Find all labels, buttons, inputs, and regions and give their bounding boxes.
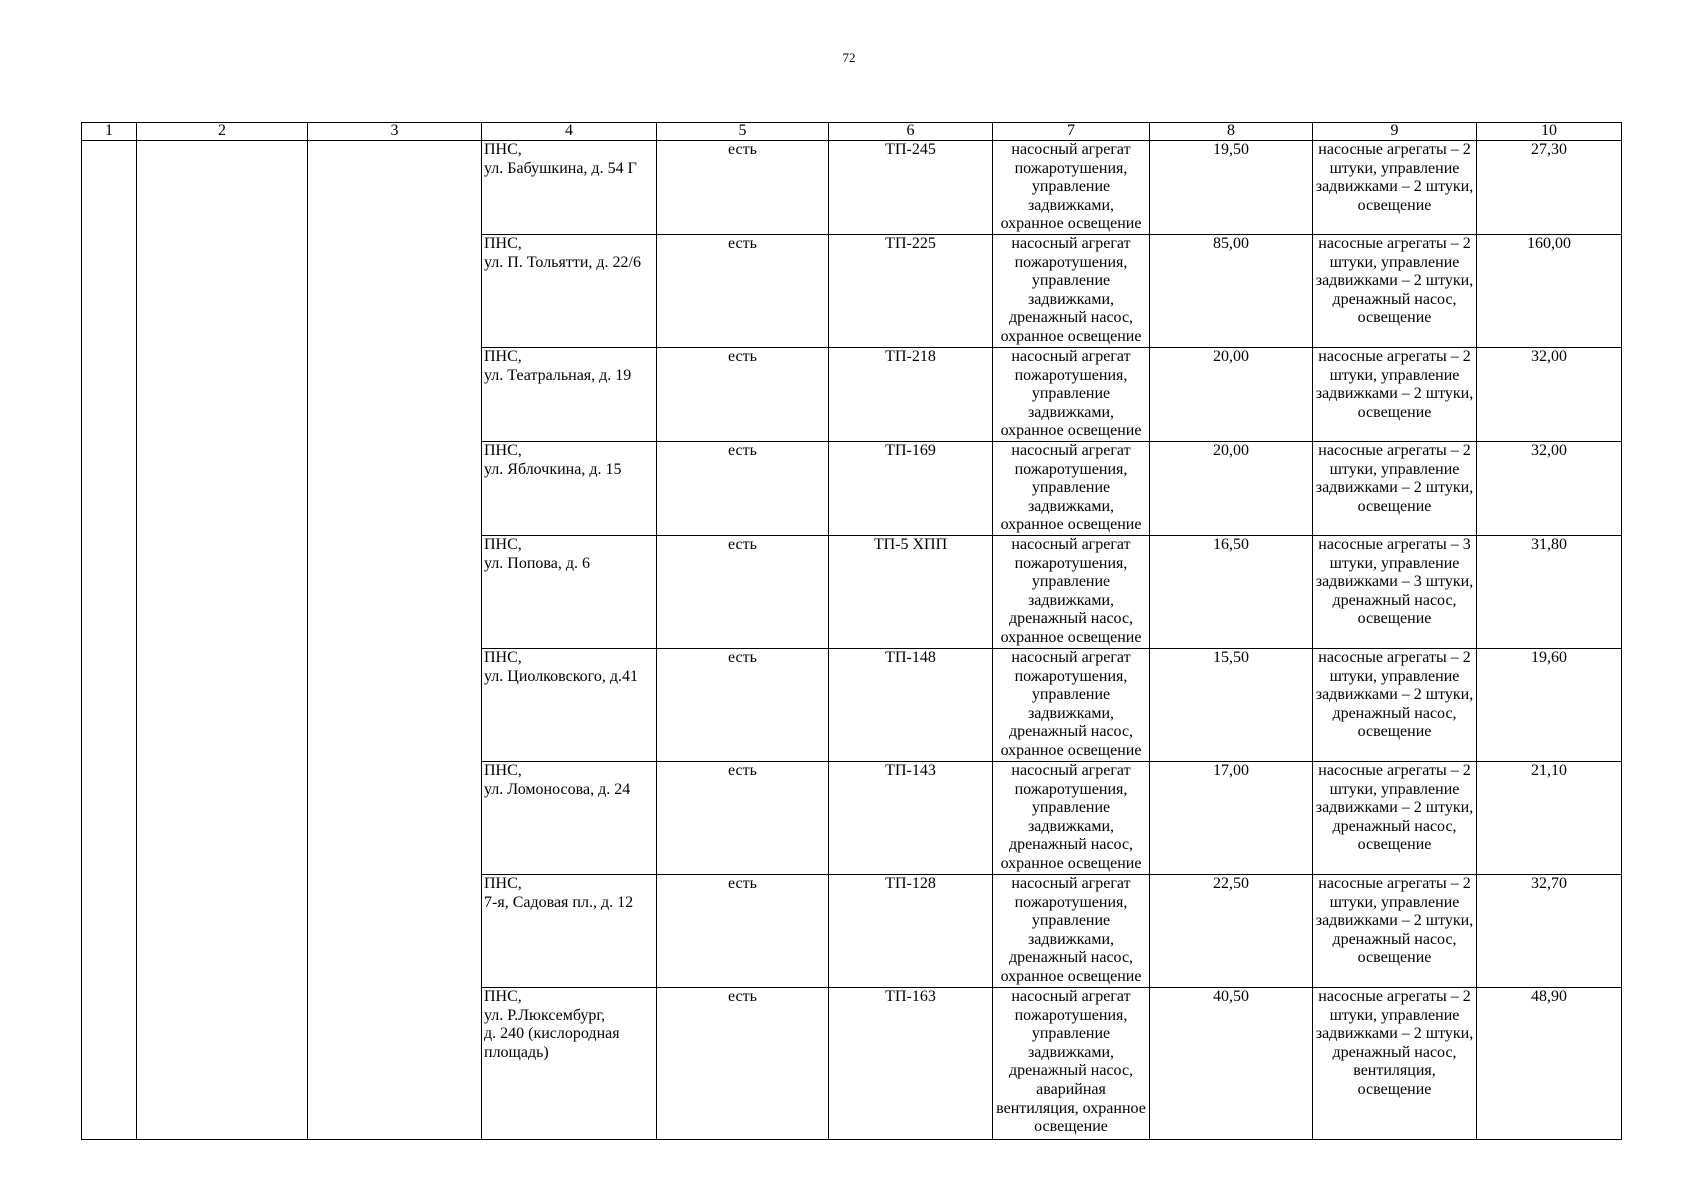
- header-row: [82, 123, 1622, 141]
- value-cell-8: 20,00: [1150, 348, 1313, 442]
- availability-cell: есть: [657, 442, 829, 536]
- consumers-cell: насосные агрегаты – 2 штуки, управление задвижками – 2 штуки, дренажный насос, освещение: [1313, 649, 1477, 762]
- value-cell-10: 32,00: [1477, 442, 1622, 536]
- availability-cell: есть: [657, 536, 829, 649]
- substation-cell: ТП-143: [829, 762, 993, 875]
- substation-cell: ТП-218: [829, 348, 993, 442]
- object-name-cell: ПНС, 7-я, Садовая пл., д. 12: [482, 875, 657, 988]
- consumers-cell: насосные агрегаты – 2 штуки, управление задвижками – 2 штуки, освещение: [1313, 141, 1477, 235]
- equipment-cell: насосный агрегат пожаротушения, управление задвижками, дренажный насос, аварийная вентиляция, охранное освещение: [993, 988, 1150, 1140]
- header-cell-6: 6: [829, 123, 993, 141]
- object-name-cell: ПНС, ул. П. Тольятти, д. 22/6: [482, 235, 657, 348]
- availability-cell: есть: [657, 988, 829, 1140]
- equipment-cell: насосный агрегат пожаротушения, управление задвижками, охранное освещение: [993, 348, 1150, 442]
- value-cell-10: 21,10: [1477, 762, 1622, 875]
- object-name-cell: ПНС, ул. Р.Люксембург, д. 240 (кислородная площадь): [482, 988, 657, 1140]
- substation-cell: ТП-5 ХПП: [829, 536, 993, 649]
- header-cell-4: 4: [482, 123, 657, 141]
- equipment-cell: насосный агрегат пожаротушения, управление задвижками, дренажный насос, охранное освещение: [993, 762, 1150, 875]
- substation-cell: ТП-225: [829, 235, 993, 348]
- value-cell-8: 85,00: [1150, 235, 1313, 348]
- value-cell-8: 20,00: [1150, 442, 1313, 536]
- equipment-cell: насосный агрегат пожаротушения, управление задвижками, охранное освещение: [993, 442, 1150, 536]
- availability-cell: есть: [657, 875, 829, 988]
- consumers-cell: насосные агрегаты – 2 штуки, управление задвижками – 2 штуки, освещение: [1313, 348, 1477, 442]
- value-cell-8: 19,50: [1150, 141, 1313, 235]
- page-number: 72: [842, 50, 856, 65]
- col-3-cell: [308, 141, 482, 1140]
- consumers-cell: насосные агрегаты – 2 штуки, управление задвижками – 2 штуки, дренажный насос, вентиляция, освещение: [1313, 988, 1477, 1140]
- equipment-cell: насосный агрегат пожаротушения, управление задвижками, охранное освещение: [993, 141, 1150, 235]
- value-cell-8: 17,00: [1150, 762, 1313, 875]
- availability-cell: есть: [657, 141, 829, 235]
- object-name-cell: ПНС, ул. Театральная, д. 19: [482, 348, 657, 442]
- equipment-cell: насосный агрегат пожаротушения, управление задвижками, дренажный насос, охранное освещение: [993, 536, 1150, 649]
- object-name-cell: ПНС, ул. Попова, д. 6: [482, 536, 657, 649]
- header-cell-8: 8: [1150, 123, 1313, 141]
- value-cell-8: 15,50: [1150, 649, 1313, 762]
- value-cell-10: 48,90: [1477, 988, 1622, 1140]
- value-cell-10: 27,30: [1477, 141, 1622, 235]
- substation-cell: ТП-163: [829, 988, 993, 1140]
- availability-cell: есть: [657, 649, 829, 762]
- availability-cell: есть: [657, 235, 829, 348]
- value-cell-8: 40,50: [1150, 988, 1313, 1140]
- data-table: [81, 122, 1622, 1140]
- object-name-cell: ПНС, ул. Ломоносова, д. 24: [482, 762, 657, 875]
- consumers-cell: насосные агрегаты – 2 штуки, управление задвижками – 2 штуки, дренажный насос, освещение: [1313, 762, 1477, 875]
- equipment-cell: насосный агрегат пожаротушения, управление задвижками, дренажный насос, охранное освещение: [993, 875, 1150, 988]
- object-name-cell: ПНС, ул. Циолковского, д.41: [482, 649, 657, 762]
- header-cell-7: 7: [993, 123, 1150, 141]
- equipment-cell: насосный агрегат пожаротушения, управление задвижками, дренажный насос, охранное освещение: [993, 649, 1150, 762]
- substation-cell: ТП-128: [829, 875, 993, 988]
- header-cell-5: 5: [657, 123, 829, 141]
- table-row: [82, 141, 1622, 235]
- substation-cell: ТП-148: [829, 649, 993, 762]
- consumers-cell: насосные агрегаты – 2 штуки, управление задвижками – 2 штуки, дренажный насос, освещение: [1313, 235, 1477, 348]
- header-cell-3: 3: [308, 123, 482, 141]
- consumers-cell: насосные агрегаты – 2 штуки, управление задвижками – 2 штуки, дренажный насос, освещение: [1313, 875, 1477, 988]
- table-body: [82, 141, 1622, 1140]
- object-name-cell: ПНС, ул. Яблочкина, д. 15: [482, 442, 657, 536]
- consumers-cell: насосные агрегаты – 3 штуки, управление задвижками – 3 штуки, дренажный насос, освещение: [1313, 536, 1477, 649]
- value-cell-10: 31,80: [1477, 536, 1622, 649]
- value-cell-10: 19,60: [1477, 649, 1622, 762]
- value-cell-10: 32,00: [1477, 348, 1622, 442]
- substation-cell: ТП-169: [829, 442, 993, 536]
- object-name-cell: ПНС, ул. Бабушкина, д. 54 Г: [482, 141, 657, 235]
- availability-cell: есть: [657, 762, 829, 875]
- availability-cell: есть: [657, 348, 829, 442]
- value-cell-10: 160,00: [1477, 235, 1622, 348]
- col-2-cell: [137, 141, 308, 1140]
- value-cell-8: 16,50: [1150, 536, 1313, 649]
- col-1-cell: [82, 141, 137, 1140]
- value-cell-10: 32,70: [1477, 875, 1622, 988]
- header-cell-1: 1: [82, 123, 137, 141]
- header-cell-10: 10: [1477, 123, 1622, 141]
- substation-cell: ТП-245: [829, 141, 993, 235]
- equipment-cell: насосный агрегат пожаротушения, управление задвижками, дренажный насос, охранное освещение: [993, 235, 1150, 348]
- value-cell-8: 22,50: [1150, 875, 1313, 988]
- header-cell-2: 2: [137, 123, 308, 141]
- consumers-cell: насосные агрегаты – 2 штуки, управление задвижками – 2 штуки, освещение: [1313, 442, 1477, 536]
- header-cell-9: 9: [1313, 123, 1477, 141]
